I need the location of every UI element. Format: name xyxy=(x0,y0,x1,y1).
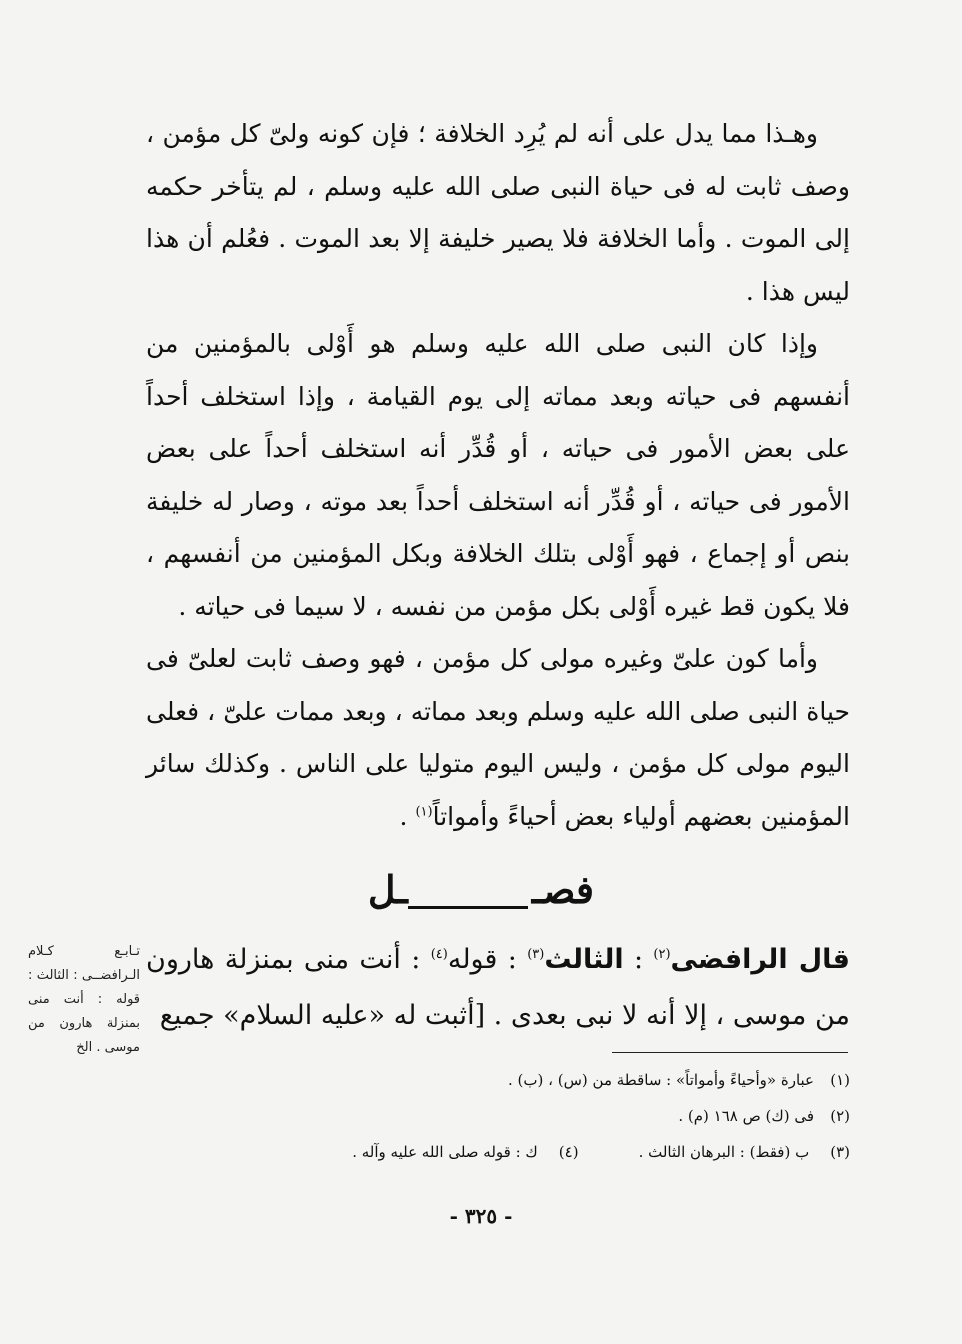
footnote-3-text: ب (فقط) : البرهان الثالث . xyxy=(638,1143,810,1161)
footnotes xyxy=(146,1062,850,1170)
footnote-3-4-row xyxy=(146,1134,850,1170)
footnote-2 xyxy=(146,1098,850,1134)
section-heading-end: ـل xyxy=(367,867,408,912)
section-rest: : أنت منى بمنزلة هارون من موسى ، إلا أنه لا نبى بعدى . [أثبت له «عليه السلام» جميع xyxy=(146,944,850,1031)
section-third: الثالث xyxy=(544,944,624,975)
section-heading xyxy=(0,862,962,918)
section-colon: : xyxy=(623,944,654,975)
paragraph-3-text: وأما كون علىّ وغيره مولى كل مؤمن ، فهو وصف ثابت لعلىّ فى حياة النبى صلى الله عليه وسلم وبعد مماته ، وبعد ممات علىّ ، فعلى اليوم مولى كل مؤمن ، وليس اليوم متوليا على الناس . وكذلك سائر المؤمنين بعضهم أولياء بعض أحياءً وأمواتاً xyxy=(146,644,850,831)
paragraph-3-end: . xyxy=(399,801,416,831)
section-lead: قال الرافضى xyxy=(670,944,850,975)
footnote-1-number: (١) xyxy=(830,1071,850,1089)
footnote-marker-2: (٢) xyxy=(653,947,671,962)
heading-kashida-rule xyxy=(408,906,528,909)
footnote-2-number: (٢) xyxy=(830,1107,850,1125)
section-paragraph xyxy=(146,932,850,1044)
footnote-marker-3: (٣) xyxy=(527,947,545,962)
footnote-4-number: (٤) xyxy=(558,1143,579,1161)
footnote-1 xyxy=(146,1062,850,1098)
paragraph-3 xyxy=(146,633,850,843)
page-number: - ٣٢٥ - xyxy=(449,1204,513,1228)
section-qawl: : قوله xyxy=(447,944,528,975)
footnote-4 xyxy=(352,1134,578,1170)
paragraph-1: وهـذا مما يدل على أنه لم يُرِد الخلافة ؛ فإن كونه ولىّ كل مؤمن ، وصف ثابت له فى حياة النبى صلى الله عليه وسلم ، لم يتأخر حكمه إلى الموت . وأما الخلافة فلا يصير خليفة إلا بعد الموت . فعُلم أن هذا ليس هذا . xyxy=(146,119,850,306)
margin-note: تـابـع كـلام الـرافضــى : الثالث : قوله : أنت منى بمنزلة هارون من موسى . الخ xyxy=(28,944,140,1055)
footnote-3-number: (٣) xyxy=(830,1143,850,1161)
footnote-marker-1: (١) xyxy=(415,804,433,820)
footnote-marker-4: (٤) xyxy=(430,947,448,962)
paragraph-2: وإذا كان النبى صلى الله عليه وسلم هو أَوْلى بالمؤمنين من أنفسهم فى حياته وبعد مماته إلى يوم القيامة ، وإذا استخلف أحداً على بعض الأمور فى حياته ، أو قُدِّر أنه استخلف أحداً على بعض الأمور فى حياته ، أو قُدِّر أنه استخلف أحداً بعد موته ، وصار له خليفة بنص أو إجماع ، فهو أَوْلى بتلك الخلافة وبكل المؤمنين من أنفسهم ، فلا يكون قط غيره أَوْلى بكل مؤمن من نفسه ، لا سيما فى حياته . xyxy=(146,329,850,621)
section-heading-start: فصـ xyxy=(531,867,595,912)
footnote-1-text: عبارة «وأحياءً وأمواتاً» : ساقطة من (س) ، (ب) . xyxy=(508,1071,814,1089)
footnote-divider xyxy=(612,1052,848,1053)
footnote-2-text: فى (ك) ص ١٦٨ (م) . xyxy=(678,1107,814,1125)
section-text xyxy=(146,932,850,1044)
footnote-3 xyxy=(639,1134,850,1170)
footnote-4-text: ك : قوله صلى الله عليه وآله . xyxy=(352,1143,538,1161)
main-body-text xyxy=(146,108,850,843)
